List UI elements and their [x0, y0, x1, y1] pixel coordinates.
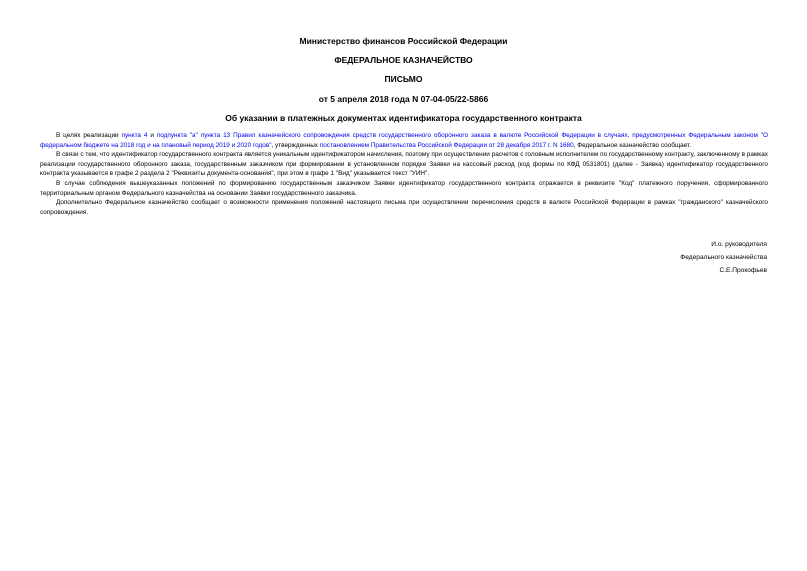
signature-position: И.о. руководителя [711, 241, 767, 248]
link-punkt-4[interactable]: пункта 4 [121, 132, 148, 139]
signature-name: С.Е.Прокофьев [719, 267, 767, 274]
subject-heading: Об указании в платежных документах идентификатора государственного контракта [225, 113, 582, 123]
paragraph-4: Дополнительно Федеральное казначейство сообщает о возможности применения положений настоящего письма при осуществлении перечисления средств в валюте Российской Федерации в рамках "гражданского" казначейского сопровождения. [40, 199, 768, 216]
ministry-heading: Министерство финансов Российской Федерации [299, 36, 508, 46]
p1-text-1: В целях реализации [56, 132, 122, 139]
p1-text-4: , Федеральное казначейство сообщает. [573, 141, 692, 149]
letter-body [40, 131, 768, 217]
paragraph-2: В связи с тем, что идентификатор государственного контракта является уникальным идентификатором начисления, поэтому при осуществлении расчетов с головным исполнителем по государственному контракту, заключенному в рамках реализации государственного оборонного заказа, государственным заказчиком при формировании в установленном порядке Заявки на кассовый расход (код формы по КФД 0531801) (далее - Заявка) идентификатор государственного контракта указывается в графе 2 раздела 2 "Реквизиты документа-основания", при этом в графе 1 "Вид" указывается текст "УИН". [40, 151, 768, 178]
paragraph-1 [40, 131, 768, 150]
agency-heading: ФЕДЕРАЛЬНОЕ КАЗНАЧЕЙСТВО [334, 55, 473, 65]
paragraph-3: В случае соблюдения вышеуказанных положений по формированию государственным заказчиком Заявки идентификатор государственного контракта отражается в реквизите "Код" платежного поручения, сформированного территориальным органом Федерального казначейства на основании Заявки государственного заказчика. [40, 179, 768, 197]
doc-type-heading: ПИСЬМО [384, 74, 423, 84]
signature-block [680, 238, 767, 277]
signature-organization: Федерального казначейства [680, 254, 767, 261]
link-rules-podpunkt-a[interactable]: подпункта "а" пункта 13 Правил казначейского сопровождения средств государственного оборонного заказа в валюте Российской Федерации в случаях, предусмотренных Федеральным законом "О федеральном бюджете на 2018 год и на плановый период 2019 и 2020 годов" [40, 132, 768, 149]
link-government-decree[interactable]: постановлением Правительства Российской Федерации от 28 декабря 2017 г. N 1680 [319, 141, 574, 149]
date-number-heading: от 5 апреля 2018 года N 07-04-05/22-5866 [318, 94, 489, 104]
p1-text-3: , утвержденных [271, 141, 320, 149]
p1-text-2: и [147, 132, 157, 139]
